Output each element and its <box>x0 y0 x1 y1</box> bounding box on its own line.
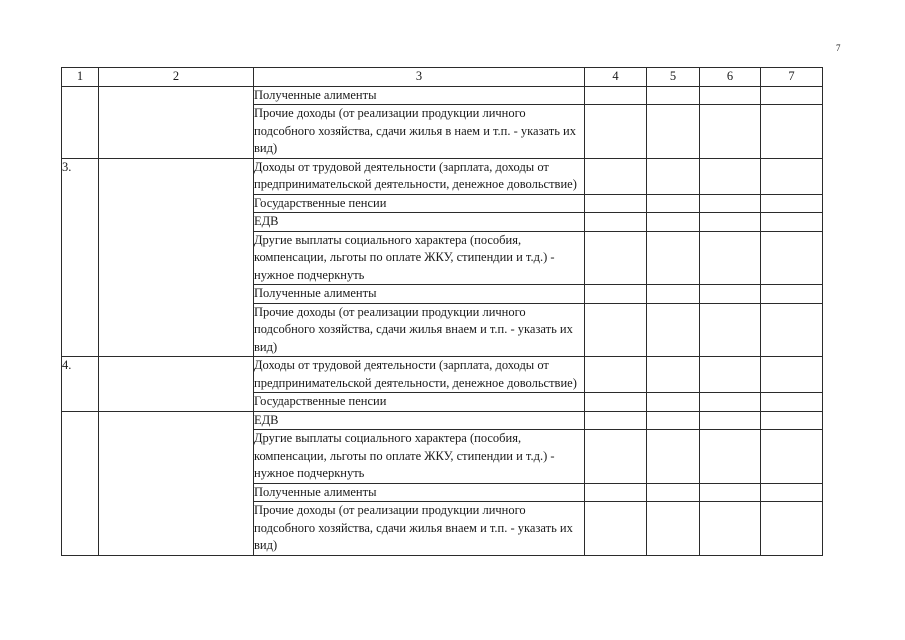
value-cell <box>647 213 700 232</box>
value-cell <box>585 213 647 232</box>
value-cell <box>647 483 700 502</box>
value-cell <box>647 86 700 105</box>
row-number <box>62 411 99 555</box>
income-type-cell: Полученные алименты <box>254 285 585 304</box>
value-cell <box>585 194 647 213</box>
value-cell <box>585 303 647 357</box>
value-cell <box>761 357 823 393</box>
value-cell <box>700 105 761 159</box>
value-cell <box>761 483 823 502</box>
value-cell <box>585 411 647 430</box>
name-cell <box>99 357 254 412</box>
row-number: 3. <box>62 158 99 357</box>
value-cell <box>700 357 761 393</box>
value-cell <box>700 194 761 213</box>
header-cell-3: 3 <box>254 68 585 87</box>
name-cell <box>99 86 254 158</box>
value-cell <box>700 285 761 304</box>
value-cell <box>647 411 700 430</box>
income-type-cell: Прочие доходы (от реализации продукции личного подсобного хозяйства, сдачи жилья внаем и т.п. - указать их вид) <box>254 303 585 357</box>
value-cell <box>647 430 700 484</box>
value-cell <box>761 430 823 484</box>
value-cell <box>585 483 647 502</box>
value-cell <box>585 158 647 194</box>
value-cell <box>647 194 700 213</box>
income-type-cell: Государственные пенсии <box>254 393 585 412</box>
value-cell <box>761 231 823 285</box>
value-cell <box>647 285 700 304</box>
value-cell <box>700 411 761 430</box>
value-cell <box>647 158 700 194</box>
value-cell <box>700 231 761 285</box>
header-cell-2: 2 <box>99 68 254 87</box>
income-type-cell: Прочие доходы (от реализации продукции личного подсобного хозяйства, сдачи жилья внаем и т.п. - указать их вид) <box>254 502 585 556</box>
header-cell-7: 7 <box>761 68 823 87</box>
income-type-cell: Государственные пенсии <box>254 194 585 213</box>
value-cell <box>761 502 823 556</box>
value-cell <box>585 430 647 484</box>
header-cell-6: 6 <box>700 68 761 87</box>
income-type-cell: Доходы от трудовой деятельности (зарплата, доходы от предпринимательской деятельности, денежное довольствие) <box>254 357 585 393</box>
value-cell <box>700 303 761 357</box>
value-cell <box>585 285 647 304</box>
value-cell <box>647 502 700 556</box>
value-cell <box>700 483 761 502</box>
value-cell <box>761 303 823 357</box>
income-type-cell: Другие выплаты социального характера (пособия, компенсации, льготы по оплате ЖКУ, стипендии и т.д.) - нужное подчеркнуть <box>254 430 585 484</box>
value-cell <box>761 158 823 194</box>
income-table <box>61 67 823 556</box>
header-cell-4: 4 <box>585 68 647 87</box>
value-cell <box>585 231 647 285</box>
table-row <box>62 158 823 194</box>
row-number <box>62 86 99 158</box>
row-number: 4. <box>62 357 99 412</box>
name-cell <box>99 158 254 357</box>
value-cell <box>585 86 647 105</box>
value-cell <box>647 105 700 159</box>
value-cell <box>700 86 761 105</box>
income-type-cell: ЕДВ <box>254 213 585 232</box>
header-row <box>62 68 823 87</box>
value-cell <box>647 303 700 357</box>
value-cell <box>700 393 761 412</box>
value-cell <box>647 393 700 412</box>
page-number: 7 <box>836 43 841 53</box>
value-cell <box>761 194 823 213</box>
table-row <box>62 357 823 393</box>
value-cell <box>700 502 761 556</box>
value-cell <box>700 213 761 232</box>
value-cell <box>585 502 647 556</box>
income-type-cell: Другие выплаты социального характера (пособия, компенсации, льготы по оплате ЖКУ, стипендии и т.д.) - нужное подчеркнуть <box>254 231 585 285</box>
value-cell <box>700 158 761 194</box>
value-cell <box>761 86 823 105</box>
value-cell <box>585 105 647 159</box>
value-cell <box>761 393 823 412</box>
name-cell <box>99 411 254 555</box>
header-cell-1: 1 <box>62 68 99 87</box>
income-type-cell: ЕДВ <box>254 411 585 430</box>
value-cell <box>761 285 823 304</box>
value-cell <box>700 430 761 484</box>
income-type-cell: Полученные алименты <box>254 86 585 105</box>
value-cell <box>761 105 823 159</box>
table-row <box>62 86 823 105</box>
income-type-cell: Полученные алименты <box>254 483 585 502</box>
income-type-cell: Доходы от трудовой деятельности (зарплата, доходы от предпринимательской деятельности, денежное довольствие) <box>254 158 585 194</box>
value-cell <box>585 357 647 393</box>
table-row <box>62 411 823 430</box>
income-type-cell: Прочие доходы (от реализации продукции личного подсобного хозяйства, сдачи жилья в наем и т.п. - указать их вид) <box>254 105 585 159</box>
header-cell-5: 5 <box>647 68 700 87</box>
value-cell <box>647 357 700 393</box>
value-cell <box>761 411 823 430</box>
value-cell <box>585 393 647 412</box>
value-cell <box>761 213 823 232</box>
value-cell <box>647 231 700 285</box>
